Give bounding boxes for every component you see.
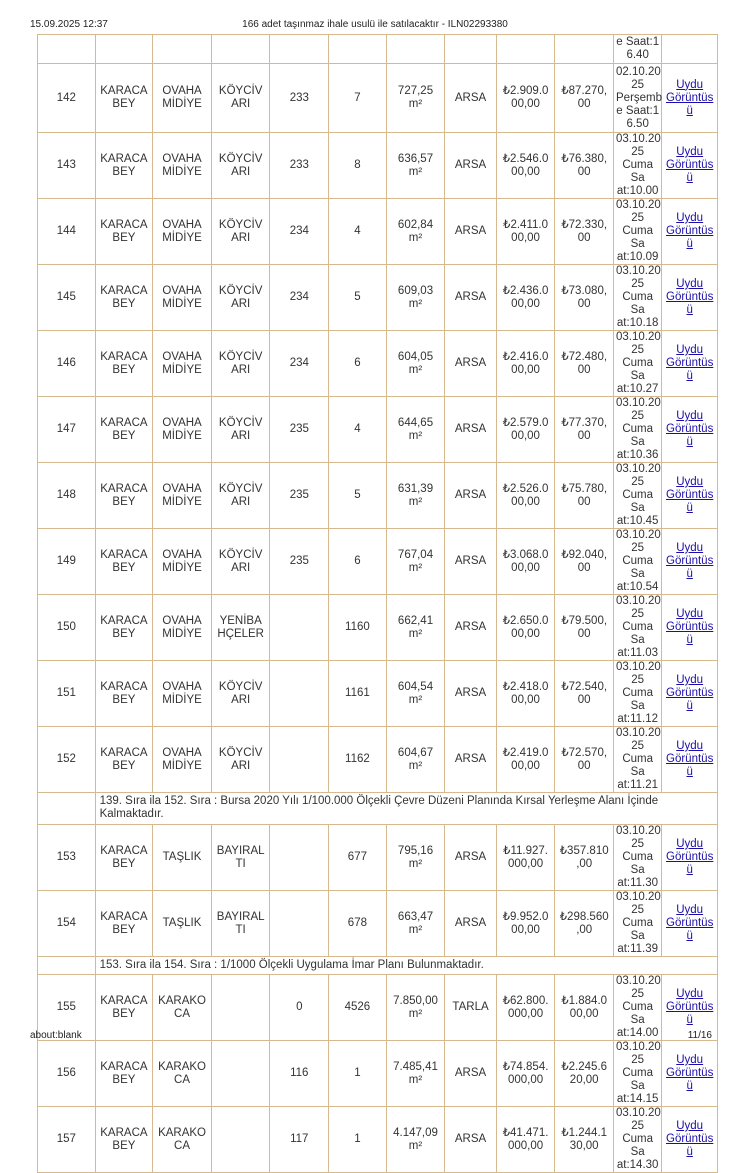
parcel-cell: 1162	[329, 727, 387, 793]
page-number: 11/16	[687, 1030, 712, 1041]
area-cell: 644,65 m²	[386, 397, 445, 463]
type-cell: ARSA	[445, 133, 496, 199]
table-row	[38, 1041, 718, 1107]
table-row	[38, 265, 718, 331]
sira-no-cell: 157	[38, 1107, 96, 1173]
parcel-cell: 6	[329, 331, 387, 397]
district-cell: KARACA BEY	[95, 595, 153, 661]
satellite-view-link[interactable]: Uydu Görüntüs ü	[666, 740, 714, 778]
map-link-cell	[662, 397, 718, 463]
type-cell: ARSA	[445, 1041, 496, 1107]
tender-date-cell: 03.10.20 25 Cuma Sa at:10.54	[614, 529, 662, 595]
table-row	[38, 975, 718, 1041]
tender-date-cell: 03.10.20 25 Cuma Sa at:14.00	[614, 975, 662, 1041]
parcel-cell: 678	[329, 891, 387, 957]
price-cell: ₺62.800. 000,00	[496, 975, 555, 1041]
district-cell: KARACA BEY	[95, 727, 153, 793]
row-note: 139. Sıra ila 152. Sıra : Bursa 2020 Yılı 1/100.000 Ölçekli Çevre Düzeni Planında Kırsal Yerleşme Alanı İçinde Kalmaktadır.	[95, 793, 717, 825]
map-link-cell	[662, 331, 718, 397]
sira-no-cell: 142	[38, 64, 96, 133]
sira-no-cell: 152	[38, 727, 96, 793]
deposit-cell: ₺75.780, 00	[555, 463, 614, 529]
map-link-cell	[662, 661, 718, 727]
district-cell: KARACA BEY	[95, 891, 153, 957]
parcel-cell: 1	[329, 1041, 387, 1107]
deposit-cell: ₺1.884.0 00,00	[555, 975, 614, 1041]
sira-no-cell: 146	[38, 331, 96, 397]
block-cell: 234	[270, 265, 329, 331]
deposit-cell: ₺298.560 ,00	[555, 891, 614, 957]
block-cell	[270, 891, 329, 957]
tender-date-cell: 03.10.20 25 Cuma Sa at:10.27	[614, 331, 662, 397]
parcel-cell: 4526	[329, 975, 387, 1041]
area-cell: 604,54 m²	[386, 661, 445, 727]
neighborhood-cell: OVAHA MİDİYE	[153, 463, 212, 529]
type-cell: ARSA	[445, 595, 496, 661]
deposit-cell: ₺73.080, 00	[555, 265, 614, 331]
table-row	[38, 595, 718, 661]
type-cell: ARSA	[445, 825, 496, 891]
price-cell: ₺2.579.0 00,00	[496, 397, 555, 463]
type-cell: ARSA	[445, 199, 496, 265]
deposit-cell: ₺76.380, 00	[555, 133, 614, 199]
neighborhood-cell: OVAHA MİDİYE	[153, 265, 212, 331]
block-cell	[270, 661, 329, 727]
area-cell: 7.485,41 m²	[386, 1041, 445, 1107]
neighborhood-cell: OVAHA MİDİYE	[153, 199, 212, 265]
map-link-cell	[662, 1041, 718, 1107]
price-cell: ₺74.854. 000,00	[496, 1041, 555, 1107]
tender-date-cell: 03.10.20 25 Cuma Sa at:10.09	[614, 199, 662, 265]
price-cell: ₺11.927. 000,00	[496, 825, 555, 891]
location-cell: BAYIRAL TI	[211, 891, 270, 957]
map-link-cell	[662, 199, 718, 265]
type-cell: ARSA	[445, 397, 496, 463]
satellite-view-link[interactable]: Uydu Görüntüs ü	[666, 476, 714, 514]
deposit-cell: ₺79.500, 00	[555, 595, 614, 661]
note-row	[38, 957, 718, 975]
deposit-cell: ₺72.330, 00	[555, 199, 614, 265]
district-cell: KARACA BEY	[95, 397, 153, 463]
table-row	[38, 64, 718, 133]
location-cell: KÖYCİV ARI	[211, 331, 270, 397]
parcel-cell: 1161	[329, 661, 387, 727]
row-note: 153. Sıra ila 154. Sıra : 1/1000 Ölçekli Uygulama İmar Planı Bulunmaktadır.	[95, 957, 717, 975]
location-cell: KÖYCİV ARI	[211, 661, 270, 727]
tender-date-cell: e Saat:1 6.40	[614, 35, 662, 64]
sira-no-cell: 154	[38, 891, 96, 957]
district-cell: KARACA BEY	[95, 529, 153, 595]
neighborhood-cell: OVAHA MİDİYE	[153, 529, 212, 595]
block-cell: 116	[270, 1041, 329, 1107]
neighborhood-cell: TAŞLIK	[153, 891, 212, 957]
table-row	[38, 529, 718, 595]
block-cell: 235	[270, 397, 329, 463]
sira-no-cell: 150	[38, 595, 96, 661]
map-link-cell	[662, 595, 718, 661]
parcel-cell: 4	[329, 397, 387, 463]
map-link-cell	[662, 529, 718, 595]
satellite-view-link[interactable]: Uydu Görüntüs ü	[666, 212, 714, 250]
district-cell: KARACA BEY	[95, 265, 153, 331]
type-cell: ARSA	[445, 64, 496, 133]
area-cell: 662,41 m²	[386, 595, 445, 661]
price-cell: ₺2.909.0 00,00	[496, 64, 555, 133]
area-cell: 631,39 m²	[386, 463, 445, 529]
area-cell: 604,05 m²	[386, 331, 445, 397]
location-cell: YENİBA HÇELER	[211, 595, 270, 661]
block-cell	[270, 825, 329, 891]
tender-date-cell: 03.10.20 25 Cuma Sa at:14.15	[614, 1041, 662, 1107]
satellite-view-link[interactable]: Uydu Görüntüs ü	[666, 838, 714, 876]
satellite-view-link[interactable]: Uydu Görüntüs ü	[666, 410, 714, 448]
sira-no-cell: 156	[38, 1041, 96, 1107]
location-cell	[211, 1107, 270, 1173]
table-row	[38, 133, 718, 199]
price-cell: ₺2.526.0 00,00	[496, 463, 555, 529]
district-cell: KARACA BEY	[95, 825, 153, 891]
satellite-view-link[interactable]: Uydu Görüntüs ü	[666, 146, 714, 184]
parcel-cell: 7	[329, 64, 387, 133]
area-cell: 636,57 m²	[386, 133, 445, 199]
neighborhood-cell: OVAHA MİDİYE	[153, 661, 212, 727]
price-cell: ₺2.436.0 00,00	[496, 265, 555, 331]
table-row	[38, 1107, 718, 1173]
parcel-cell: 5	[329, 265, 387, 331]
satellite-view-link[interactable]: Uydu Görüntüs ü	[666, 78, 714, 117]
print-datetime: 15.09.2025 12:37	[30, 19, 108, 30]
parcel-cell: 1160	[329, 595, 387, 661]
block-cell: 235	[270, 529, 329, 595]
block-cell	[270, 727, 329, 793]
block-cell: 117	[270, 1107, 329, 1173]
price-cell: ₺41.471. 000,00	[496, 1107, 555, 1173]
satellite-view-link[interactable]: Uydu Görüntüs ü	[666, 1120, 714, 1158]
satellite-view-link[interactable]: Uydu Görüntüs ü	[666, 608, 714, 646]
satellite-view-link[interactable]: Uydu Görüntüs ü	[666, 988, 714, 1026]
price-cell: ₺2.411.0 00,00	[496, 199, 555, 265]
block-cell: 235	[270, 463, 329, 529]
area-cell: 767,04 m²	[386, 529, 445, 595]
district-cell: KARACA BEY	[95, 975, 153, 1041]
price-cell: ₺2.546.0 00,00	[496, 133, 555, 199]
parcel-cell: 4	[329, 199, 387, 265]
price-cell: ₺3.068.0 00,00	[496, 529, 555, 595]
type-cell: ARSA	[445, 529, 496, 595]
auction-table	[37, 34, 718, 1173]
price-cell: ₺2.419.0 00,00	[496, 727, 555, 793]
table-row	[38, 891, 718, 957]
sira-no-cell: 153	[38, 825, 96, 891]
table-row	[38, 727, 718, 793]
type-cell: TARLA	[445, 975, 496, 1041]
type-cell: ARSA	[445, 661, 496, 727]
area-cell: 609,03 m²	[386, 265, 445, 331]
parcel-cell: 6	[329, 529, 387, 595]
sira-no-cell: 149	[38, 529, 96, 595]
satellite-view-link[interactable]: Uydu Görüntüs ü	[666, 1054, 714, 1092]
block-cell	[270, 595, 329, 661]
tender-date-cell: 03.10.20 25 Cuma Sa at:10.00	[614, 133, 662, 199]
table-row	[38, 397, 718, 463]
map-link-cell	[662, 64, 718, 133]
parcel-cell: 677	[329, 825, 387, 891]
neighborhood-cell: OVAHA MİDİYE	[153, 133, 212, 199]
map-link-cell	[662, 463, 718, 529]
sira-no-cell: 144	[38, 199, 96, 265]
district-cell: KARACA BEY	[95, 133, 153, 199]
district-cell: KARACA BEY	[95, 64, 153, 133]
parcel-cell: 8	[329, 133, 387, 199]
tender-date-cell: 03.10.20 25 Cuma Sa at:10.45	[614, 463, 662, 529]
neighborhood-cell: KARAKO CA	[153, 1041, 212, 1107]
location-cell: BAYIRAL TI	[211, 825, 270, 891]
deposit-cell: ₺87.270, 00	[555, 64, 614, 133]
note-row	[38, 793, 718, 825]
type-cell: ARSA	[445, 265, 496, 331]
block-cell: 233	[270, 64, 329, 133]
location-cell: KÖYCİV ARI	[211, 64, 270, 133]
neighborhood-cell: OVAHA MİDİYE	[153, 64, 212, 133]
type-cell: ARSA	[445, 891, 496, 957]
deposit-cell: ₺92.040, 00	[555, 529, 614, 595]
location-cell: KÖYCİV ARI	[211, 529, 270, 595]
block-cell: 0	[270, 975, 329, 1041]
table-row	[38, 331, 718, 397]
table-row	[38, 199, 718, 265]
area-cell: 663,47 m²	[386, 891, 445, 957]
deposit-cell: ₺72.570, 00	[555, 727, 614, 793]
price-cell: ₺2.650.0 00,00	[496, 595, 555, 661]
table-row	[38, 661, 718, 727]
district-cell: KARACA BEY	[95, 463, 153, 529]
sira-no-cell: 147	[38, 397, 96, 463]
tender-date-cell: 03.10.20 25 Cuma Sa at:11.03	[614, 595, 662, 661]
sira-no-cell: 143	[38, 133, 96, 199]
area-cell: 727,25 m²	[386, 64, 445, 133]
map-link-cell	[662, 1107, 718, 1173]
price-cell: ₺9.952.0 00,00	[496, 891, 555, 957]
neighborhood-cell: TAŞLIK	[153, 825, 212, 891]
area-cell: 795,16 m²	[386, 825, 445, 891]
location-cell: KÖYCİV ARI	[211, 265, 270, 331]
neighborhood-cell: KARAKO CA	[153, 1107, 212, 1173]
neighborhood-cell: OVAHA MİDİYE	[153, 331, 212, 397]
location-cell	[211, 1041, 270, 1107]
sira-no-cell: 155	[38, 975, 96, 1041]
sira-no-cell: 151	[38, 661, 96, 727]
table-row	[38, 825, 718, 891]
district-cell: KARACA BEY	[95, 199, 153, 265]
tender-date-cell: 03.10.20 25 Cuma Sa at:14.30	[614, 1107, 662, 1173]
table-row	[38, 463, 718, 529]
district-cell: KARACA BEY	[95, 1041, 153, 1107]
area-cell: 7.850,00 m²	[386, 975, 445, 1041]
location-cell: KÖYCİV ARI	[211, 727, 270, 793]
deposit-cell: ₺1.244.1 30,00	[555, 1107, 614, 1173]
area-cell: 602,84 m²	[386, 199, 445, 265]
parcel-cell: 1	[329, 1107, 387, 1173]
satellite-view-link[interactable]: Uydu Görüntüs ü	[666, 904, 714, 942]
deposit-cell: ₺72.540, 00	[555, 661, 614, 727]
location-cell: KÖYCİV ARI	[211, 133, 270, 199]
tender-date-cell: 03.10.20 25 Cuma Sa at:11.12	[614, 661, 662, 727]
map-link-cell	[662, 891, 718, 957]
district-cell: KARACA BEY	[95, 331, 153, 397]
deposit-cell: ₺72.480, 00	[555, 331, 614, 397]
satellite-view-link[interactable]: Uydu Görüntüs ü	[666, 674, 714, 712]
block-cell: 234	[270, 331, 329, 397]
block-cell: 234	[270, 199, 329, 265]
footer-url: about:blank	[30, 1030, 82, 1041]
satellite-view-link[interactable]: Uydu Görüntüs ü	[666, 542, 714, 580]
price-cell: ₺2.416.0 00,00	[496, 331, 555, 397]
location-cell: KÖYCİV ARI	[211, 199, 270, 265]
map-link-cell	[662, 825, 718, 891]
neighborhood-cell: KARAKO CA	[153, 975, 212, 1041]
map-link-cell	[662, 727, 718, 793]
type-cell: ARSA	[445, 727, 496, 793]
district-cell: KARACA BEY	[95, 661, 153, 727]
tender-date-cell: 03.10.20 25 Cuma Sa at:11.30	[614, 825, 662, 891]
tender-date-cell: 03.10.20 25 Cuma Sa at:10.18	[614, 265, 662, 331]
table-row-partial	[38, 35, 718, 64]
map-link-cell	[662, 133, 718, 199]
price-cell: ₺2.418.0 00,00	[496, 661, 555, 727]
neighborhood-cell: OVAHA MİDİYE	[153, 595, 212, 661]
tender-date-cell: 02.10.20 25 Perşemb e Saat:1 6.50	[614, 64, 662, 133]
area-cell: 604,67 m²	[386, 727, 445, 793]
tender-date-cell: 03.10.20 25 Cuma Sa at:11.21	[614, 727, 662, 793]
satellite-view-link[interactable]: Uydu Görüntüs ü	[666, 344, 714, 382]
deposit-cell: ₺2.245.6 20,00	[555, 1041, 614, 1107]
sira-no-cell: 148	[38, 463, 96, 529]
satellite-view-link[interactable]: Uydu Görüntüs ü	[666, 278, 714, 316]
parcel-cell: 5	[329, 463, 387, 529]
location-cell: KÖYCİV ARI	[211, 397, 270, 463]
type-cell: ARSA	[445, 331, 496, 397]
block-cell: 233	[270, 133, 329, 199]
sira-no-cell: 145	[38, 265, 96, 331]
deposit-cell: ₺77.370, 00	[555, 397, 614, 463]
document-title: 166 adet taşınmaz ihale usulü ile satılacaktır - ILN02293380	[242, 19, 508, 30]
tender-date-cell: 03.10.20 25 Cuma Sa at:11.39	[614, 891, 662, 957]
type-cell: ARSA	[445, 1107, 496, 1173]
location-cell: KÖYCİV ARI	[211, 463, 270, 529]
map-link-cell	[662, 265, 718, 331]
location-cell	[211, 975, 270, 1041]
district-cell: KARACA BEY	[95, 1107, 153, 1173]
neighborhood-cell: OVAHA MİDİYE	[153, 397, 212, 463]
area-cell: 4.147,09 m²	[386, 1107, 445, 1173]
type-cell: ARSA	[445, 463, 496, 529]
neighborhood-cell: OVAHA MİDİYE	[153, 727, 212, 793]
deposit-cell: ₺357.810 ,00	[555, 825, 614, 891]
tender-date-cell: 03.10.20 25 Cuma Sa at:10.36	[614, 397, 662, 463]
